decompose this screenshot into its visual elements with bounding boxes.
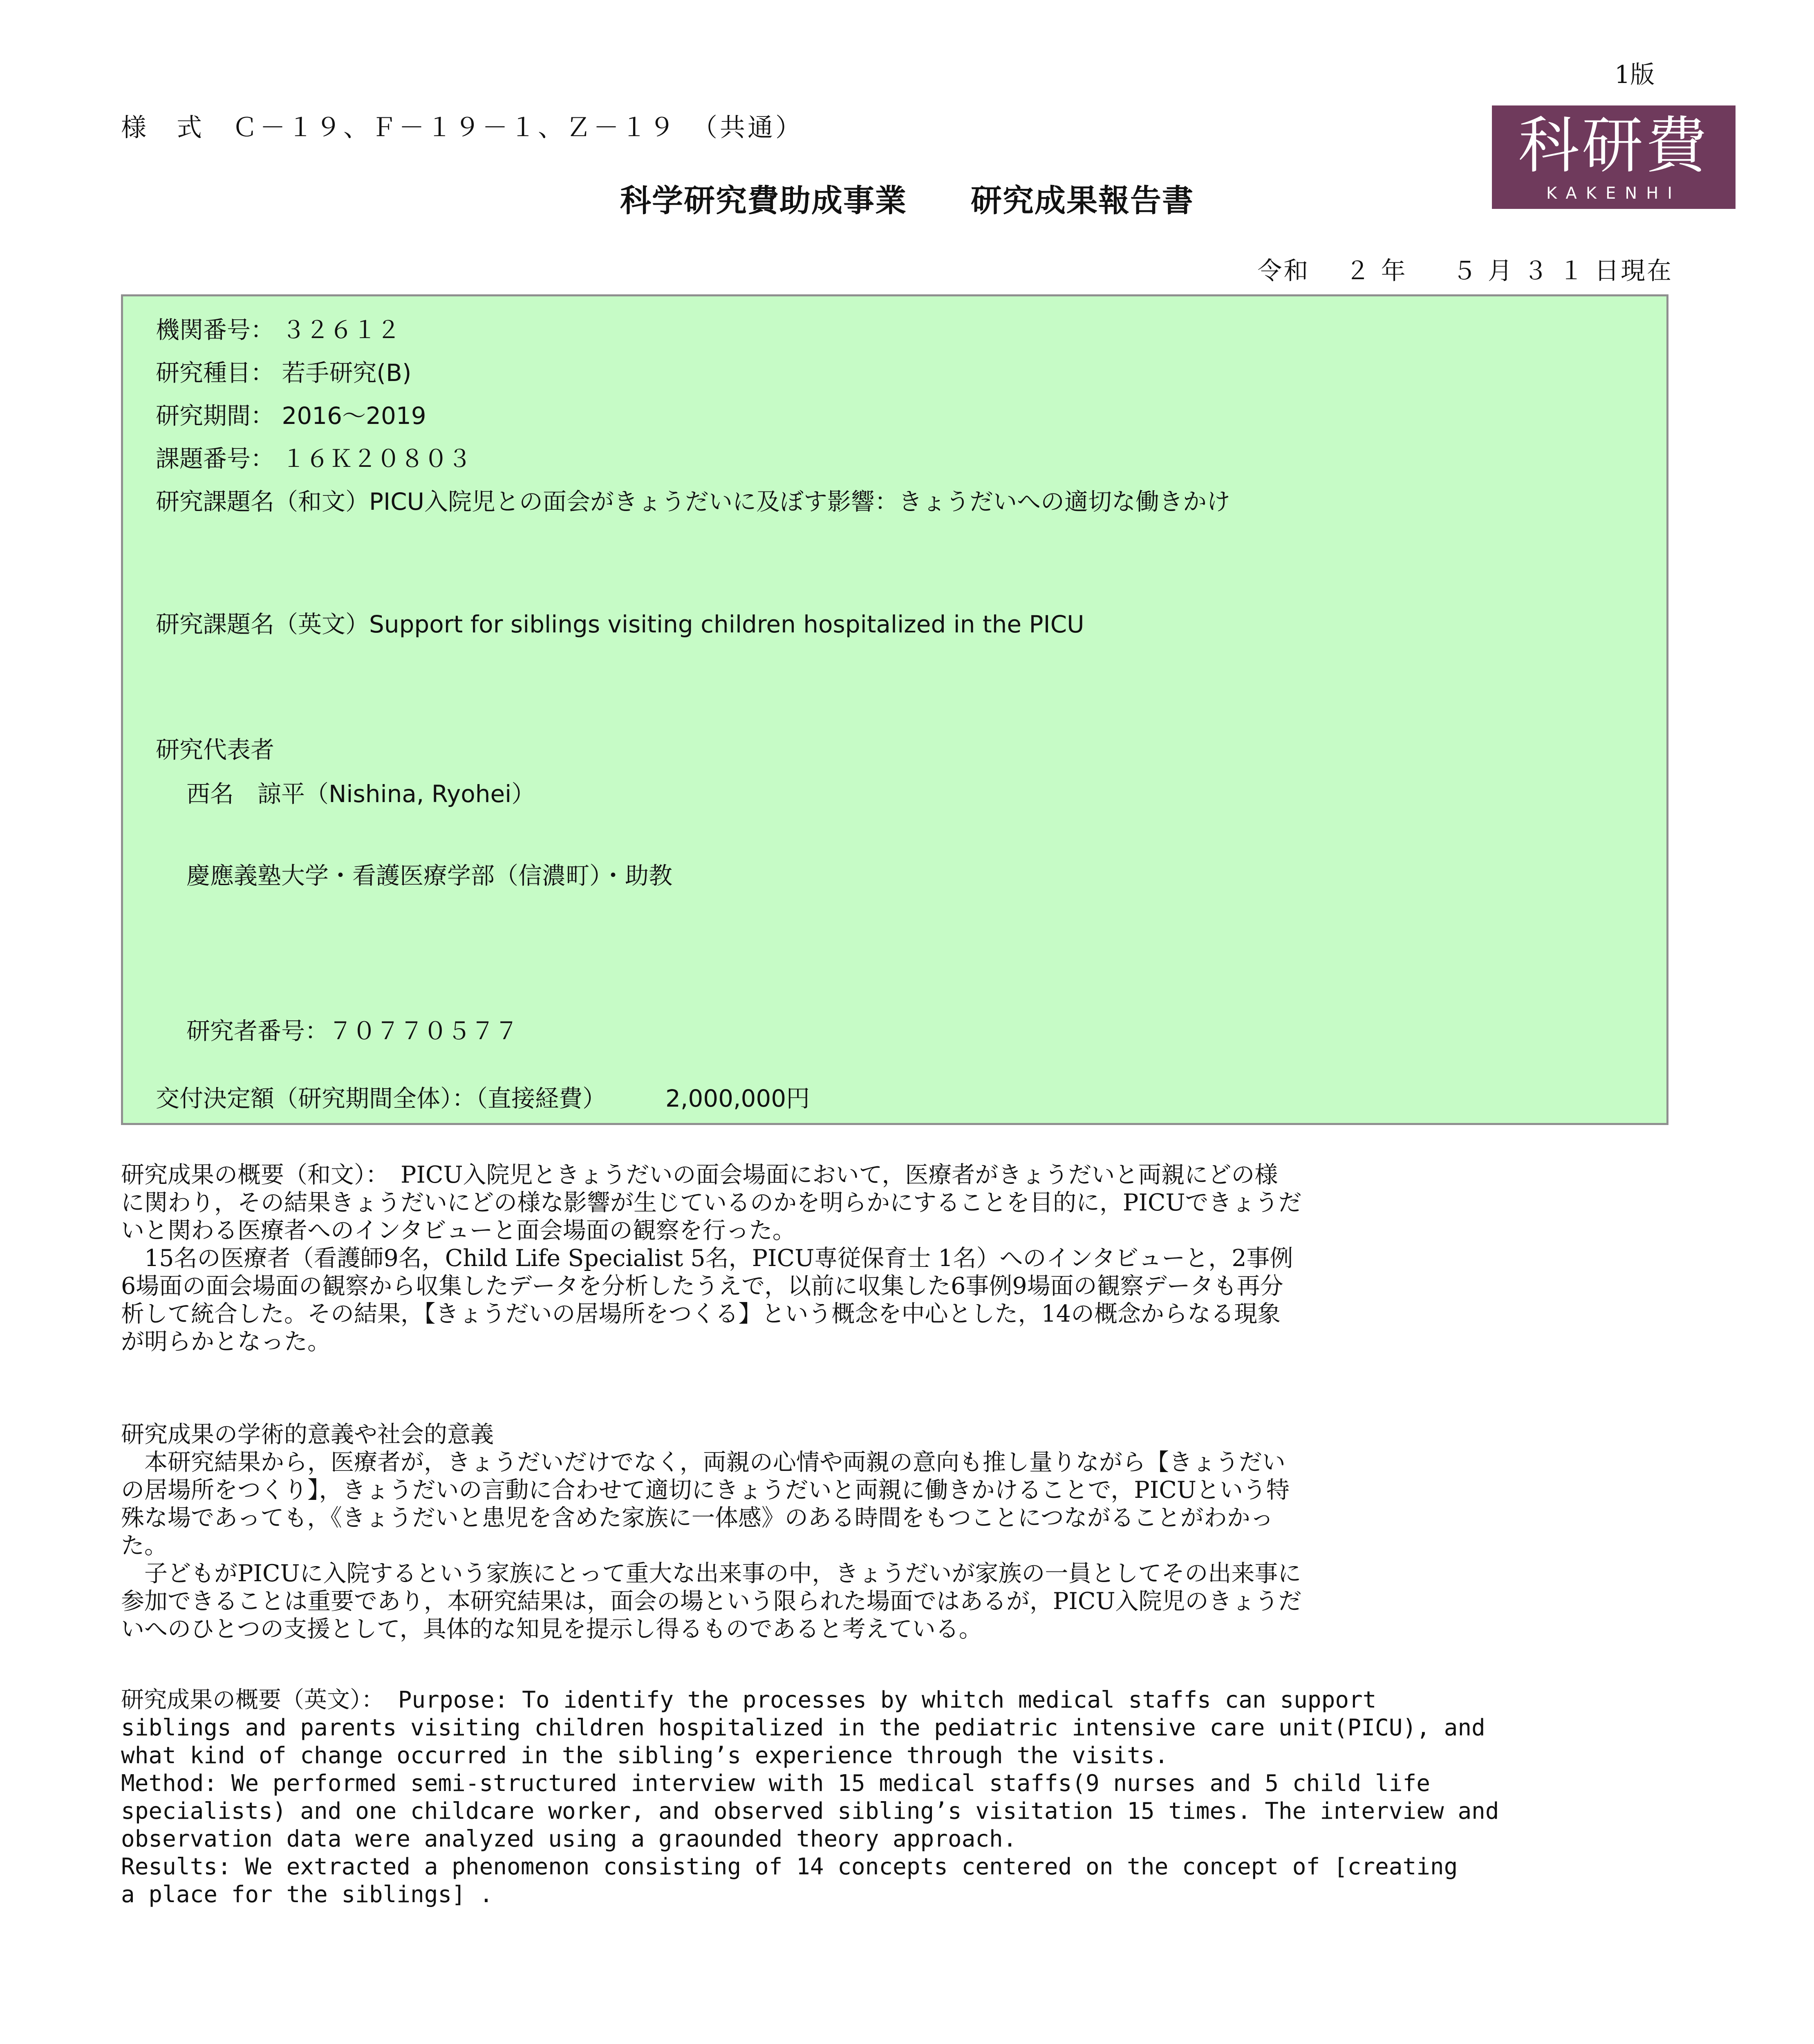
- summary-ja: [121, 1161, 1686, 1356]
- version-label: 1版: [1615, 61, 1655, 89]
- grant-amount: 交付決定額（研究期間全体）：（直接経費） 2,000,000円: [156, 1085, 810, 1112]
- representative-name: 西名 諒平（Nishina, Ryohei）: [186, 780, 535, 808]
- summary-ja-line: 研究成果の概要（和文）： PICU入院児ときょうだいの面会場面において，医療者がきょうだいと両親にどの様: [121, 1161, 1278, 1188]
- significance-heading: 研究成果の学術的意義や社会的意義: [121, 1421, 494, 1448]
- project-info-box: [121, 294, 1668, 1125]
- logo-sub-text: KAKENHI: [1546, 184, 1682, 203]
- summary-ja-line: 15名の医療者（看護師9名，Child Life Specialist 5名，PICU専従保育士 1名）へのインタビューと，2事例: [121, 1245, 1293, 1272]
- significance-line: 子どもがPICUに入院するという家族にとって重大な出来事の中，きょうだいが家族の一員としてその出来事に: [121, 1560, 1301, 1587]
- summary-en-line: a place for the siblings] .: [121, 1881, 493, 1908]
- summary-en-line: observation data were analyzed using a graounded theory approach.: [121, 1826, 1017, 1852]
- significance-line: 殊な場であっても，《きょうだいと患児を含めた家族に一体感》のある時間をもつことにつながることがわかっ: [121, 1504, 1274, 1531]
- significance-line: た。: [121, 1532, 168, 1559]
- researcher-number: 研究者番号：７０７７０５７７: [186, 1017, 519, 1045]
- summary-ja-line: いと関わる医療者へのインタビューと面会場面の観察を行った。: [121, 1217, 796, 1244]
- significance-section: [121, 1421, 1686, 1643]
- report-date: 令和 ２ 年 ５ 月 ３ １ 日現在: [1257, 257, 1673, 285]
- significance-line: 本研究結果から，医療者が，きょうだいだけでなく，両親の心情や両親の意向も推し量りながら【きょうだい: [121, 1449, 1285, 1476]
- research-period: 研究期間： 2016～2019: [156, 402, 426, 430]
- summary-en-line: Results: We extracted a phenomenon consisting of 14 concepts centered on the concept of [creating: [121, 1853, 1458, 1880]
- summary-en: [121, 1686, 1686, 1909]
- significance-line: の居場所をつくり】，きょうだいの言動に合わせて適切にきょうだいと両親に働きかけることで，PICUという特: [121, 1477, 1290, 1504]
- summary-ja-line: 6場面の面会場面の観察から収集したデータを分析したうえで，以前に収集した6事例9場面の観察データも再分: [121, 1273, 1283, 1300]
- summary-en-line: Method: We performed semi-structured interview with 15 medical staffs(9 nurses and 5 child life: [121, 1770, 1430, 1797]
- summary-en-line: 研究成果の概要（英文）： Purpose: To identify the processes by whitch medical staffs can support: [121, 1687, 1377, 1713]
- project-title-en: 研究課題名（英文）Support for siblings visiting children hospitalized in the PICU: [156, 610, 1084, 638]
- form-number: 様 式 Ｃ－１９、Ｆ－１９－１、Ｚ－１９ （共通）: [121, 112, 804, 142]
- summary-en-line: specialists) and one childcare worker, and observed sibling’s visitation 15 times. The interview and: [121, 1798, 1499, 1824]
- document-title: 科学研究費助成事業 研究成果報告書: [620, 182, 1194, 219]
- significance-line: いへのひとつの支援として，具体的な知見を提示し得るものであると考えている。: [121, 1616, 982, 1643]
- summary-en-line: siblings and parents visiting children hospitalized in the pediatric intensive care unit(PICU), and: [121, 1715, 1485, 1741]
- affiliation: 慶應義塾大学・看護医療学部（信濃町）・助教: [186, 862, 673, 890]
- project-title-ja: 研究課題名（和文）PICU入院児との面会がきょうだいに及ぼす影響：きょうだいへの適切な働きかけ: [156, 488, 1231, 515]
- logo-main-text: 科研費: [1518, 110, 1709, 182]
- representative-label: 研究代表者: [156, 736, 275, 764]
- significance-line: 参加できることは重要であり，本研究結果は，面会の場という限られた場面ではあるが，PICU入院児のきょうだ: [121, 1588, 1302, 1615]
- summary-en-line: what kind of change occurred in the sibling’s experience through the visits.: [121, 1742, 1169, 1769]
- research-category: 研究種目： 若手研究(B): [156, 359, 412, 387]
- project-number: 課題番号： １６Ｋ２０８０３: [156, 445, 472, 473]
- summary-ja-line: が明らかとなった。: [121, 1328, 331, 1355]
- summary-ja-line: 析して統合した。その結果，【きょうだいの居場所をつくる】という概念を中心とした，14の概念からなる現象: [121, 1300, 1281, 1327]
- summary-ja-line: に関わり，その結果きょうだいにどの様な影響が生じているのかを明らかにすることを目的に，PICUできょうだ: [121, 1189, 1302, 1216]
- institution-number: 機関番号： ３２６１２: [156, 316, 401, 344]
